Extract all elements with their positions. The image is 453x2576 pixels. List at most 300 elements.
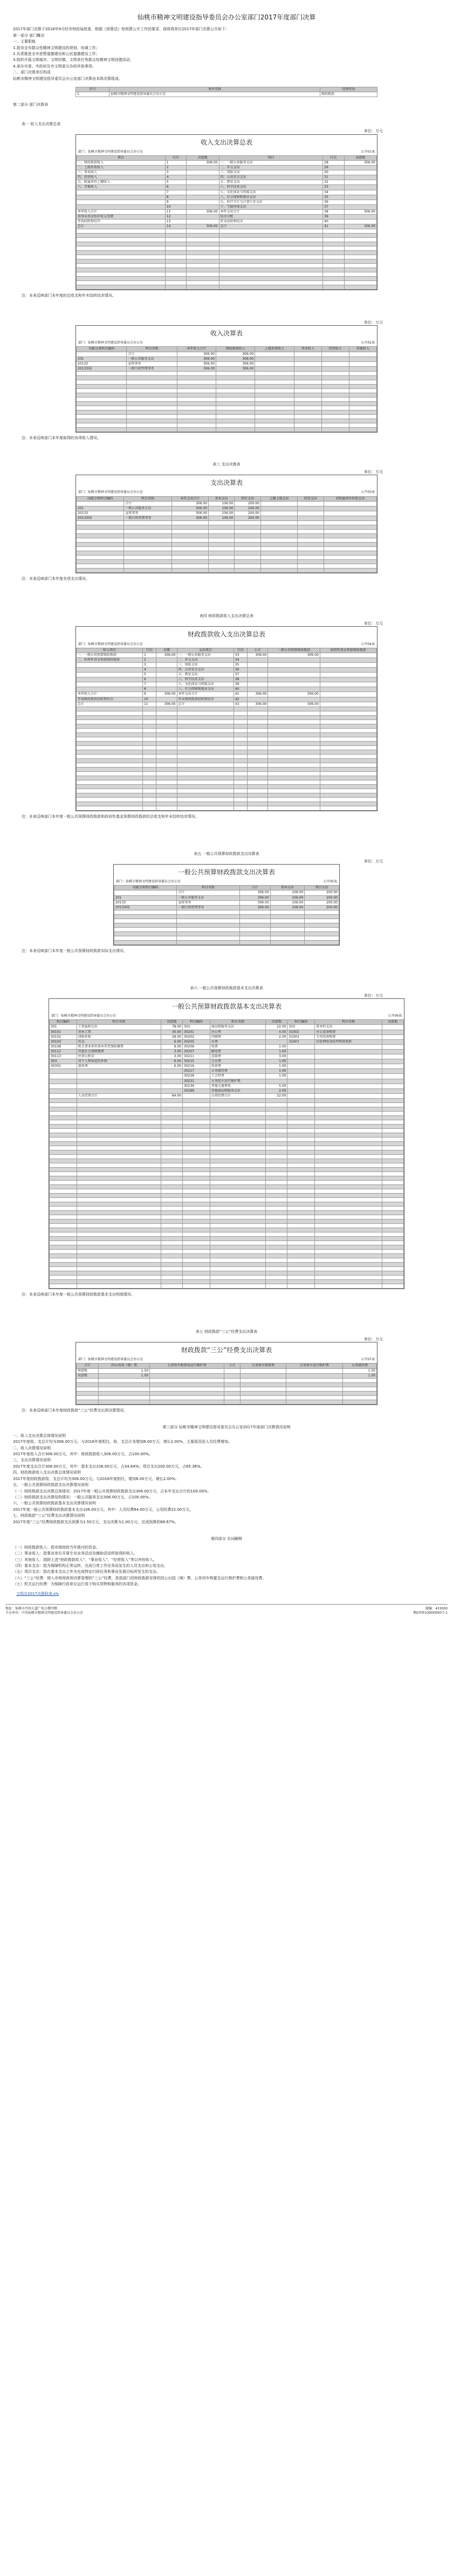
table-cell bbox=[382, 1074, 403, 1079]
table-title: 支出决算表 bbox=[210, 479, 243, 487]
table-row bbox=[50, 1202, 404, 1206]
table-cell bbox=[187, 220, 219, 224]
table-cell bbox=[161, 1275, 182, 1279]
table-cell: 30206 bbox=[183, 1044, 210, 1049]
table-cell bbox=[268, 715, 320, 720]
table-cell bbox=[287, 1206, 315, 1210]
table-cell bbox=[298, 525, 324, 530]
table-cell bbox=[260, 547, 297, 551]
table-header-cell: 基本支出 bbox=[209, 496, 235, 501]
table-cell bbox=[287, 1202, 315, 1206]
table-row bbox=[50, 1189, 404, 1193]
table-cell bbox=[77, 1150, 161, 1154]
report-table-block bbox=[5, 986, 448, 1297]
table-cell bbox=[77, 423, 127, 427]
table-cell bbox=[315, 1232, 382, 1236]
table-cell bbox=[287, 1193, 315, 1197]
table-cell bbox=[210, 1202, 265, 1206]
table-cell: 31003 bbox=[287, 1034, 315, 1039]
table-header-cell: 项目支出 bbox=[235, 496, 260, 501]
table-cell bbox=[382, 1128, 403, 1133]
table-cell bbox=[255, 357, 294, 361]
table-row bbox=[77, 692, 377, 697]
table-row bbox=[114, 936, 339, 940]
table-row bbox=[77, 229, 377, 234]
table-cell bbox=[210, 1167, 265, 1171]
intro-paragraph: 一、主要职能 bbox=[13, 39, 36, 44]
table-header-cell: 合计 bbox=[239, 886, 270, 890]
table-cell bbox=[298, 568, 324, 573]
table-cell bbox=[294, 357, 321, 361]
table-cell bbox=[210, 1266, 265, 1271]
table-cell bbox=[298, 547, 324, 551]
table-cell bbox=[183, 1189, 210, 1193]
table-cell bbox=[382, 1241, 403, 1245]
table-cell bbox=[287, 1049, 315, 1054]
table-cell bbox=[349, 371, 376, 375]
table-cell: 六、其他收入 bbox=[77, 185, 166, 190]
table-cell bbox=[344, 229, 376, 234]
table-cell bbox=[216, 419, 255, 423]
table-cell bbox=[239, 936, 270, 940]
table-cell: 水费 bbox=[210, 1039, 265, 1044]
table-cell: 六、科学技术支出 bbox=[219, 185, 323, 190]
table-cell bbox=[50, 1171, 77, 1176]
table-cell bbox=[165, 238, 186, 242]
table-cell bbox=[323, 234, 344, 238]
table-cell bbox=[287, 1184, 315, 1189]
table-cell bbox=[187, 272, 219, 277]
table-cell bbox=[234, 776, 247, 780]
table-cell bbox=[77, 1154, 161, 1159]
table-cell: 39 bbox=[323, 215, 344, 220]
body-paragraph: （五）项目支出：指在基本支出之外为完成特定行政任务和事业发展目标所发生的支出。 bbox=[13, 1570, 160, 1574]
table-cell: 办公设备购置 bbox=[315, 1030, 382, 1034]
tables-container bbox=[5, 122, 448, 1413]
table-cell bbox=[247, 801, 268, 806]
table-cell bbox=[171, 543, 208, 547]
table-cell: 1.00 bbox=[266, 1064, 287, 1069]
table-row bbox=[50, 1079, 404, 1084]
table-cell bbox=[127, 371, 177, 375]
table-cell bbox=[216, 406, 255, 410]
body-paragraph: 2017年度收、支总计均为306.00万元。与2016年度相比，收、支总计各增加6.00万元，增长2.00%。主要原因是人员经费增加。 bbox=[13, 1440, 232, 1444]
table-row bbox=[77, 251, 377, 255]
table-caption: 表四 财政拨款收入支出决算总表 bbox=[199, 614, 254, 619]
table-cell bbox=[161, 1262, 182, 1266]
table-cell bbox=[161, 1074, 182, 1079]
table-cell bbox=[161, 1111, 182, 1115]
table-cell: 306.00 bbox=[177, 366, 216, 371]
table-cell bbox=[287, 1107, 315, 1111]
table-cell bbox=[165, 255, 186, 259]
table-cell bbox=[321, 414, 349, 419]
table-subheader bbox=[76, 150, 377, 155]
table-cell bbox=[247, 771, 268, 776]
table-cell bbox=[320, 737, 376, 741]
table-row bbox=[77, 180, 377, 185]
table-cell bbox=[210, 1120, 265, 1124]
table-cell bbox=[156, 682, 177, 687]
table-cell bbox=[114, 931, 177, 936]
table-row bbox=[50, 1141, 404, 1146]
table-cell bbox=[77, 673, 143, 677]
table-row bbox=[50, 1171, 404, 1176]
table-row bbox=[77, 1395, 377, 1400]
table-cell bbox=[124, 551, 171, 556]
table-cell bbox=[77, 677, 143, 682]
table-cell bbox=[142, 711, 156, 715]
table-cell: 106.00 bbox=[209, 516, 235, 520]
table-cell: 301 bbox=[50, 1025, 77, 1030]
table-row bbox=[50, 1137, 404, 1141]
table-cell bbox=[298, 501, 324, 506]
table-cell bbox=[183, 1133, 210, 1137]
table-cell bbox=[321, 371, 349, 375]
body-paragraph: （六）“三公”经费：纳入市级财政预决算管理的“三公”经费，是指部门用财政拨款安排的因公出国（境）费、公务用车购置及运行维护费和公务接待费。 bbox=[13, 1575, 266, 1580]
table-cell bbox=[382, 1111, 403, 1115]
body-paragraph: （一）财政拨款支出决算总体情况：2017年度一般公共预算财政拨款支出306.00万元，占本年支出合计的100.00%。 bbox=[13, 1489, 211, 1493]
table-row bbox=[77, 393, 377, 397]
table-cell bbox=[315, 1180, 382, 1184]
table-cell bbox=[77, 1210, 161, 1215]
table-cell: 41 bbox=[234, 692, 247, 697]
table-cell bbox=[150, 1387, 224, 1391]
table-cell bbox=[183, 1241, 210, 1245]
table-row bbox=[77, 406, 377, 410]
table-cell: 201 bbox=[77, 506, 124, 511]
table-cell bbox=[77, 1141, 161, 1146]
table-cell bbox=[320, 702, 376, 707]
table-cell: 10 bbox=[142, 697, 156, 702]
table-cell bbox=[77, 547, 124, 551]
table-cell bbox=[382, 1124, 403, 1128]
table-row bbox=[77, 506, 377, 511]
table-cell bbox=[161, 1120, 182, 1124]
table-cell bbox=[187, 264, 219, 268]
table-cell bbox=[224, 1382, 240, 1387]
table-cell: 七、文化体育与传媒支出 bbox=[219, 190, 323, 195]
table-cell bbox=[161, 1180, 182, 1184]
table-cell bbox=[315, 1167, 382, 1171]
report-table-block bbox=[5, 1330, 448, 1413]
table-form-id: 公开06表 bbox=[388, 1014, 402, 1018]
table-cell bbox=[187, 204, 219, 209]
table-cell bbox=[260, 516, 297, 520]
table-header-cell: 公务用车购置及运行维护费 bbox=[150, 1364, 224, 1368]
table-cell bbox=[124, 525, 171, 530]
table-row bbox=[77, 357, 377, 361]
table-row bbox=[50, 1232, 404, 1236]
footer-host: 主办单位：中共仙桃市精神文明建设指导委员会办公室 bbox=[5, 1611, 84, 1615]
table-cell bbox=[77, 776, 143, 780]
table-cell bbox=[234, 737, 247, 741]
table-cell bbox=[77, 793, 143, 797]
org-table-wrap bbox=[76, 87, 378, 97]
table-cell bbox=[156, 737, 177, 741]
table-cell bbox=[177, 801, 234, 806]
table-cell bbox=[142, 728, 156, 732]
report-table bbox=[76, 155, 377, 290]
table-cell bbox=[344, 238, 376, 242]
table-cell bbox=[165, 246, 186, 251]
table-cell bbox=[315, 1133, 382, 1137]
table-cell bbox=[156, 784, 177, 789]
table-cell bbox=[287, 1054, 315, 1059]
table-cell bbox=[77, 801, 143, 806]
table-cell bbox=[177, 410, 216, 414]
table-cell bbox=[50, 1074, 77, 1079]
table-cell bbox=[320, 793, 376, 797]
table-cell bbox=[235, 560, 260, 564]
table-cell bbox=[142, 771, 156, 776]
table-cell bbox=[255, 393, 294, 397]
table-cell bbox=[177, 797, 234, 801]
table-cell bbox=[266, 1223, 287, 1228]
table-caption: 表七 财政拨款“三公”经费支出决算表 bbox=[195, 1330, 258, 1334]
table-cell bbox=[315, 1141, 382, 1146]
table-cell bbox=[382, 1232, 403, 1236]
table-cell: 40 bbox=[323, 220, 344, 224]
table-cell bbox=[177, 371, 216, 375]
table-cell bbox=[239, 919, 270, 923]
table-cell: 5 bbox=[142, 673, 156, 677]
table-row bbox=[77, 255, 377, 259]
table-cell bbox=[234, 745, 247, 750]
table-row bbox=[77, 161, 377, 166]
table-cell bbox=[260, 568, 297, 573]
table-cell bbox=[382, 1025, 403, 1030]
table-cell bbox=[77, 427, 127, 431]
table-row bbox=[50, 1167, 404, 1171]
table-cell bbox=[156, 707, 177, 711]
table-row bbox=[77, 268, 377, 272]
table-cell: 30217 bbox=[183, 1069, 210, 1074]
table-cell bbox=[183, 1262, 210, 1266]
table-title: 财政拨款收入支出决算总表 bbox=[187, 631, 265, 639]
table-cell bbox=[294, 380, 321, 384]
table-cell bbox=[241, 1400, 286, 1404]
table-cell bbox=[183, 1210, 210, 1215]
table-cell: 30239 bbox=[183, 1084, 210, 1088]
table-cell bbox=[177, 401, 216, 406]
table-row bbox=[77, 259, 377, 264]
table-cell bbox=[50, 1159, 77, 1163]
table-cell bbox=[234, 711, 247, 715]
table-cell bbox=[344, 272, 376, 277]
report-table-block bbox=[5, 462, 448, 581]
table-cell: 30228 bbox=[183, 1074, 210, 1079]
table-cell: 宣传事务 bbox=[177, 900, 239, 905]
table-cell bbox=[156, 724, 177, 728]
table-cell bbox=[187, 246, 219, 251]
section-heading: 第四部分 名词解释 bbox=[210, 1537, 243, 1542]
table-row bbox=[50, 1193, 404, 1197]
table-cell bbox=[161, 1124, 182, 1128]
table-cell bbox=[77, 662, 143, 667]
table-row bbox=[77, 789, 377, 793]
table-header-cell: 其他收入 bbox=[349, 347, 376, 352]
table-row bbox=[114, 923, 339, 927]
table-cell: 306.00 bbox=[216, 361, 255, 366]
table-cell bbox=[286, 1378, 343, 1382]
table-cell bbox=[183, 1236, 210, 1241]
table-cell bbox=[161, 1088, 182, 1093]
table-cell bbox=[266, 1102, 287, 1107]
table-cell: 106.00 bbox=[270, 890, 305, 895]
table-cell bbox=[266, 1120, 287, 1124]
table-cell bbox=[77, 1395, 99, 1400]
table-cell bbox=[77, 277, 166, 281]
table-cell bbox=[287, 1088, 315, 1093]
table-cell bbox=[287, 1241, 315, 1245]
table-cell bbox=[320, 750, 376, 754]
table-cell bbox=[142, 758, 156, 763]
table-cell bbox=[234, 784, 247, 789]
table-cell bbox=[344, 190, 376, 195]
table-cell bbox=[315, 1206, 382, 1210]
table-cell bbox=[315, 1159, 382, 1163]
table-cell bbox=[77, 1206, 161, 1210]
table-cell bbox=[77, 1266, 161, 1271]
table-cell bbox=[50, 1232, 77, 1236]
table-cell bbox=[287, 1084, 315, 1088]
table-cell bbox=[294, 352, 321, 357]
table-header-cell: 项目 bbox=[77, 155, 166, 160]
table-cell bbox=[187, 285, 219, 290]
table-row bbox=[77, 793, 377, 797]
table-row bbox=[50, 1064, 404, 1069]
table-cell: 306.00 bbox=[247, 702, 268, 707]
table-cell bbox=[209, 534, 235, 538]
table-cell bbox=[321, 427, 349, 431]
table-cell bbox=[234, 801, 247, 806]
table-cell: 43 bbox=[234, 702, 247, 707]
table-cell: 30108 bbox=[50, 1044, 77, 1049]
table-cell bbox=[161, 1245, 182, 1249]
table-cell bbox=[287, 1111, 315, 1115]
table-cell bbox=[247, 767, 268, 771]
table-row bbox=[50, 1275, 404, 1279]
report-table bbox=[76, 346, 377, 431]
table-cell bbox=[247, 780, 268, 784]
table-cell bbox=[235, 530, 260, 534]
table-cell bbox=[323, 229, 344, 234]
table-cell bbox=[320, 728, 376, 732]
table-cell bbox=[320, 741, 376, 745]
table-cell bbox=[77, 1391, 99, 1395]
table-cell bbox=[382, 1275, 403, 1279]
table-row bbox=[77, 414, 377, 419]
table-cell bbox=[209, 556, 235, 560]
table-cell bbox=[77, 1159, 161, 1163]
table-row bbox=[114, 910, 339, 914]
table-cell bbox=[241, 1391, 286, 1395]
table-cell bbox=[77, 1202, 161, 1206]
table-row bbox=[77, 419, 377, 423]
table-cell bbox=[50, 1197, 77, 1202]
table-row bbox=[50, 1197, 404, 1202]
table-cell bbox=[266, 1271, 287, 1275]
table-cell bbox=[161, 1249, 182, 1253]
table-cell bbox=[161, 1137, 182, 1141]
table-cell bbox=[77, 521, 124, 525]
table-cell bbox=[234, 771, 247, 776]
table-row bbox=[77, 264, 377, 268]
table-row bbox=[77, 190, 377, 195]
table-cell: 一般公共服务支出 bbox=[127, 357, 177, 361]
table-cell bbox=[50, 1084, 77, 1088]
table-cell: 306.00 bbox=[344, 224, 376, 229]
table-header-cell: 经营支出 bbox=[298, 496, 324, 501]
table-row bbox=[77, 242, 377, 246]
table-cell: 306.00 bbox=[171, 501, 208, 506]
table-cell bbox=[177, 728, 234, 732]
table-cell bbox=[142, 780, 156, 784]
table-row bbox=[77, 1400, 377, 1404]
attachment-link[interactable]: 文明办2017决算附表.xls bbox=[16, 1591, 59, 1596]
table-cell bbox=[77, 741, 143, 745]
table-cell: 3.00 bbox=[161, 1054, 182, 1059]
table-cell bbox=[77, 414, 127, 419]
table-row bbox=[77, 697, 377, 702]
table-cell bbox=[266, 1167, 287, 1171]
intro-paragraph: 3.组织开展文明城市、文明村镇、文明单位等群众性精神文明创建活动； bbox=[13, 58, 134, 63]
table-cell bbox=[255, 419, 294, 423]
table-cell bbox=[382, 1059, 403, 1064]
table-cell bbox=[187, 242, 219, 246]
table-frame bbox=[76, 325, 378, 433]
table-row bbox=[50, 1284, 404, 1288]
table-cell bbox=[77, 1253, 161, 1258]
table-cell bbox=[124, 568, 171, 573]
table-cell bbox=[77, 767, 143, 771]
table-department: 部门：仙桃市精神文明建设指导委员会办公室 bbox=[116, 880, 181, 884]
table-cell bbox=[50, 1141, 77, 1146]
table-row bbox=[77, 767, 377, 771]
table-cell bbox=[349, 423, 376, 427]
table-cell bbox=[234, 724, 247, 728]
table-cell bbox=[382, 1189, 403, 1193]
table-row bbox=[50, 1249, 404, 1253]
table-cell bbox=[210, 1176, 265, 1180]
table-cell bbox=[349, 366, 376, 371]
table-cell bbox=[324, 511, 376, 516]
table-cell bbox=[255, 352, 294, 357]
table-cell bbox=[382, 1202, 403, 1206]
table-cell bbox=[266, 1163, 287, 1167]
table-cell bbox=[224, 1391, 240, 1395]
table-cell bbox=[349, 397, 376, 401]
table-cell: 其他商品和服务支出 bbox=[210, 1088, 265, 1093]
table-row bbox=[114, 919, 339, 923]
table-cell bbox=[50, 1262, 77, 1266]
table-cell bbox=[382, 1133, 403, 1137]
table-cell bbox=[142, 707, 156, 711]
table-cell bbox=[287, 1189, 315, 1193]
table-cell bbox=[287, 1069, 315, 1074]
table-cell bbox=[114, 919, 177, 923]
table-cell bbox=[77, 255, 166, 259]
table-cell: 30205 bbox=[183, 1039, 210, 1044]
table-header-cell: 科目名称 bbox=[77, 1020, 161, 1025]
table-cell bbox=[156, 758, 177, 763]
table-cell bbox=[183, 1180, 210, 1184]
table-cell: 306.00 bbox=[177, 352, 216, 357]
document-title: 仙桃市精神文明建设指导委员会办公室部门2017年度部门决算 bbox=[137, 13, 316, 21]
table-form-id: 公开07表 bbox=[361, 1358, 375, 1362]
table-cell bbox=[260, 525, 297, 530]
